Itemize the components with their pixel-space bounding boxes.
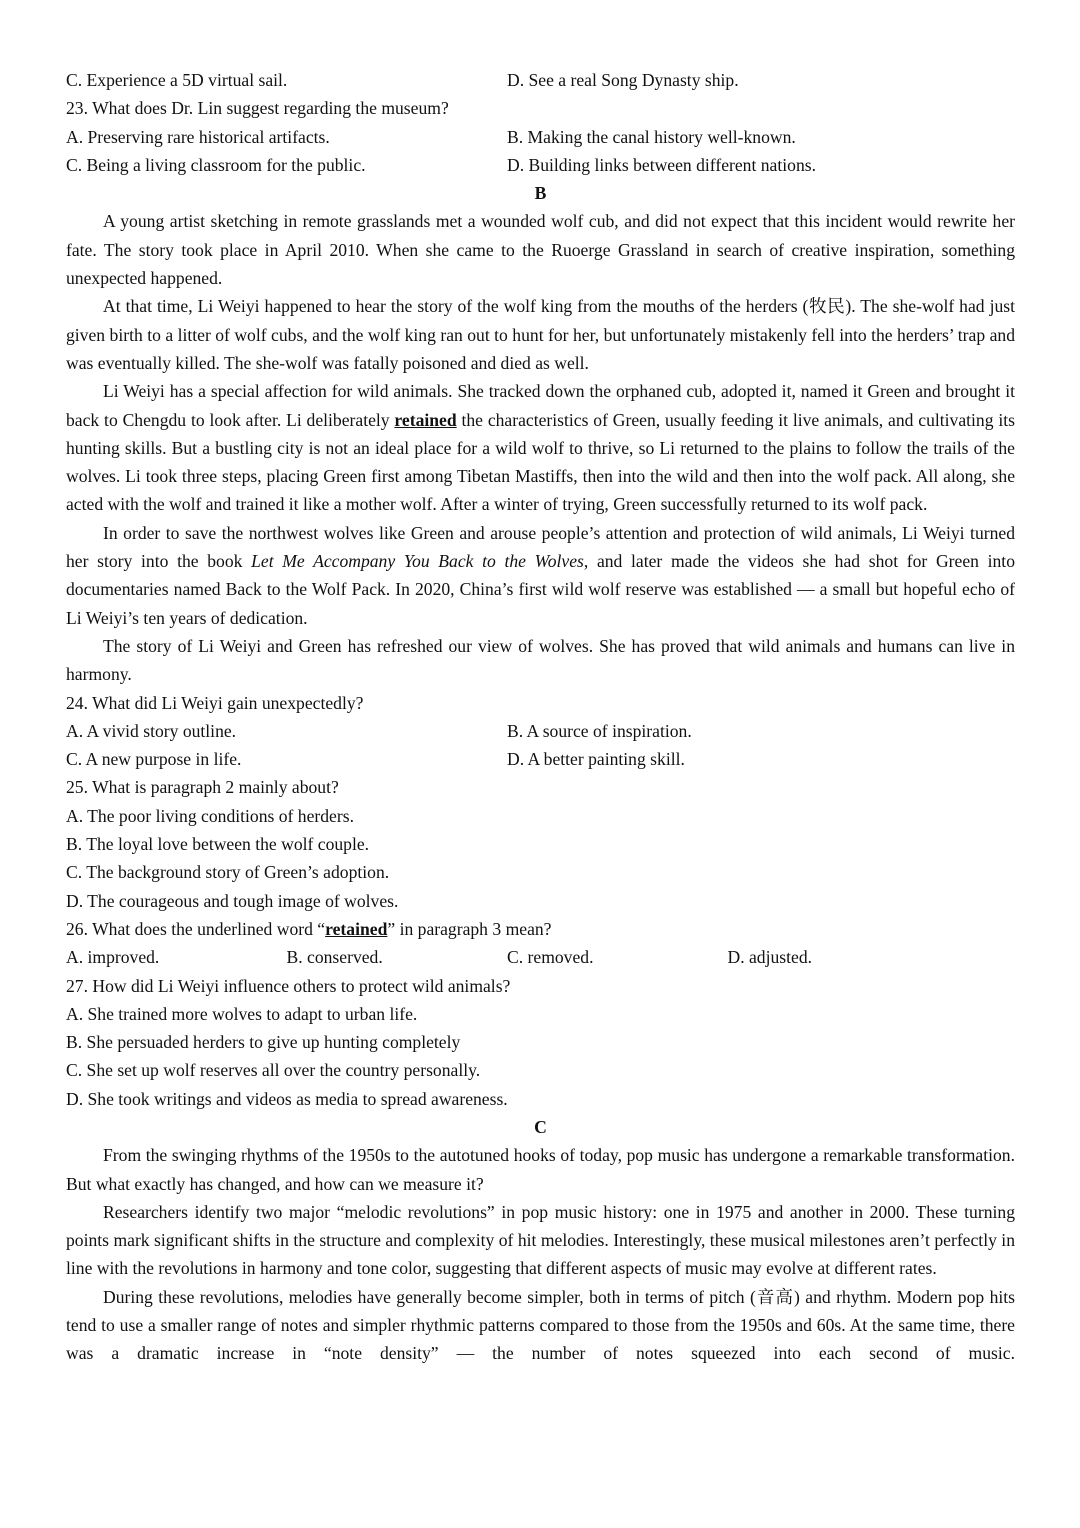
q27-option-c: C. She set up wolf reserves all over the country personally. [66,1060,481,1081]
section-b-paragraph-4 [66,519,1015,632]
book-title: Let Me Accompany You Back to the Wolves [251,551,584,572]
q22-options-row [66,66,1015,94]
q26-stem-start: 26. What does the underlined word “ [66,918,326,939]
section-c-paragraph-1: From the swinging rhythms of the 1950s to the autotuned hooks of today, pop music has undergone a remarkable transformation. But what exactly has changed, and how can we measure it? [66,1145,1015,1194]
q25-option-d: D. The courageous and tough image of wolves. [66,890,399,911]
q22-option-c: C. Experience a 5D virtual sail. [66,70,288,90]
exam-page [66,66,1015,1368]
q23-stem: 23. What does Dr. Lin suggest regarding the museum? [66,98,449,119]
section-b-paragraph-2: At that time, Li Weiyi happened to hear the story of the wolf king from the mouths of the herders (牧民). The she-wolf had just given birth to a litter of wolf cubs, and the wolf king ran out to hunt for her, but unfortunately mistakenly fell into the herders’ trap and was eventually killed. The she-wolf was fatally poisoned and died as well. [66,296,1015,373]
paragraph-3-text-start: Li Weiyi has a special affection for wild animals. She tracked down the orphaned cub, adopted it, named it Green and brought it back to Chengdu to look after. Li deliberately [66,381,1015,430]
q24-stem: 24. What did Li Weiyi gain unexpectedly? [66,692,364,713]
q24-option-b: B. A source of inspiration. [507,720,692,741]
q26-option-d: D. adjusted. [727,947,813,968]
underlined-word-retained: retained [394,409,457,430]
q23-option-b: B. Making the canal history well-known. [507,126,796,147]
q25-option-b: B. The loyal love between the wolf couple. [66,834,370,855]
q23-options-row-1 [66,123,1015,151]
section-b-paragraph-1: A young artist sketching in remote grasslands met a wounded wolf cub, and did not expect that this incident would rewrite her fate. The story took place in April 2010. When she came to the Ruoerge Grassland in search of creative inspiration, something unexpected happened. [66,211,1015,289]
paragraph-4-text-end: , and later made the videos she had shot for Green into documentaries named Back to the Wolf Pack. In 2020, China’s first wild wolf reserve was established — a small but hopeful echo of Li Weiyi’s ten years of dedication. [66,551,1015,628]
q24-option-c: C. A new purpose in life. [66,749,242,770]
q24-options-row-1 [66,717,1015,745]
q25-option-c: C. The background story of Green’s adoption. [66,862,390,883]
q26-stem-end: ” in paragraph 3 mean? [387,918,552,939]
paragraph-4-text-start: In order to save the northwest wolves like Green and arouse people’s attention and protection of wild animals, Li Weiyi turned her story into the book [66,522,1015,572]
q26-stem [66,915,1015,943]
section-b-paragraph-5: The story of Li Weiyi and Green has refreshed our view of wolves. She has proved that wild animals and humans can live in harmony. [66,635,1015,685]
q24-options-row-2 [66,745,1015,773]
q23-options-row-2 [66,151,1015,179]
q26-option-b: B. conserved. [286,947,383,968]
q23-option-a: A. Preserving rare historical artifacts. [66,126,330,147]
q26-option-a: A. improved. [66,947,160,968]
section-c-heading: C [534,1116,547,1137]
q26-options-row [66,943,1015,971]
section-c-paragraph-2: Researchers identify two major “melodic revolutions” in pop music history: one in 1975 and another in 2000. These turning points mark significant shifts in the structure and complexity of hit melodies. Interestingly, these musical milestones aren’t perfectly in line with the revolutions in harmony and tone color, suggesting that different aspects of music may evolve at different rates. [66,1201,1015,1279]
q27-option-b: B. She persuaded herders to give up hunting completely [66,1032,461,1053]
q23-option-d: D. Building links between different nations. [507,154,816,175]
q25-option-a: A. The poor living conditions of herders. [66,805,354,826]
q27-option-d: D. She took writings and videos as media to spread awareness. [66,1088,508,1109]
q24-option-d: D. A better painting skill. [507,749,685,770]
q24-option-a: A. A vivid story outline. [66,720,237,741]
section-c-paragraph-3: During these revolutions, melodies have generally become simpler, both in terms of pitch (音高) and rhythm. Modern pop hits tend to use a smaller range of notes and simpler rhythmic patterns compared to those from the 1950s and 60s. At the same time, there was a dramatic increase in “note density” — the number of notes squeezed into each second of music. [66,1286,1015,1364]
q27-option-a: A. She trained more wolves to adapt to urban life. [66,1003,418,1024]
q26-underlined-word: retained [325,918,388,939]
q22-option-d: D. See a real Song Dynasty ship. [507,70,739,90]
q26-option-c: C. removed. [507,947,594,968]
paragraph-3-text-end: the characteristics of Green, usually feeding it live animals, and cultivating its hunting skills. But a bustling city is not an ideal place for a wild wolf to thrive, so Li returned to the plains to follow the trails of the wolves. Li took three steps, placing Green first among Tibetan Mastiffs, then into the wild and then into the wolf pack. All along, she acted with the wolf and trained it like a mother wolf. After a winter of trying, Green successfully returned to its wolf pack. [66,409,1015,515]
section-b-heading: B [534,183,547,204]
q23-option-c: C. Being a living classroom for the public. [66,154,366,175]
q25-stem: 25. What is paragraph 2 mainly about? [66,777,339,798]
q27-stem: 27. How did Li Weiyi influence others to protect wild animals? [66,975,511,996]
section-b-paragraph-3 [66,377,1015,518]
